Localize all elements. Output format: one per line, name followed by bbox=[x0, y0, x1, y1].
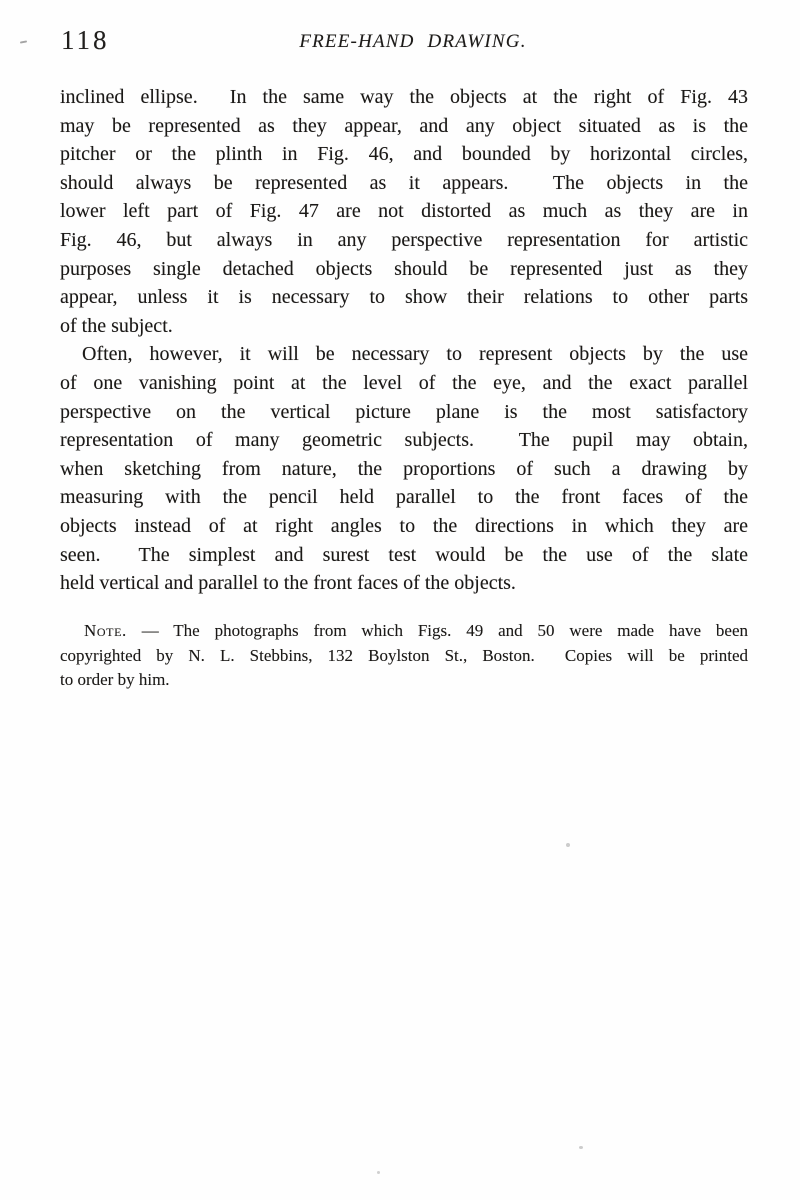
text-line: may be represented as they appear, and any object situated as is the bbox=[60, 114, 748, 137]
scan-speck bbox=[579, 1146, 583, 1149]
text-line: of one vanishing point at the level of the eye, and the exact parallel bbox=[60, 371, 748, 394]
text-line: pitcher or the plinth in Fig. 46, and bounded by horizontal circles, bbox=[60, 143, 748, 166]
note-label: Note. bbox=[84, 621, 127, 640]
paragraph-2 bbox=[60, 340, 748, 597]
paragraph-1 bbox=[60, 83, 748, 340]
body-text bbox=[60, 83, 748, 598]
text-line: of the subject. bbox=[60, 314, 173, 337]
text-line: inclined ellipse. In the same way the objects at the right of Fig. 43 bbox=[60, 86, 748, 108]
note-line bbox=[60, 619, 748, 644]
text-line: purposes single detached objects should be represented just as they bbox=[60, 257, 748, 280]
text-line: held vertical and parallel to the front faces of the objects. bbox=[60, 572, 516, 595]
text-line: appear, unless it is necessary to show their relations to other parts bbox=[60, 286, 748, 309]
text-line: objects instead of at right angles to the directions in which they are bbox=[60, 514, 748, 537]
text-line: seen. The simplest and surest test would be the use of the slate bbox=[60, 543, 748, 566]
text-line: representation of many geometric subjects. The pupil may obtain, bbox=[60, 429, 748, 452]
scan-speck bbox=[566, 843, 570, 847]
text-line: Fig. 46, but always in any perspective representation for artistic bbox=[60, 228, 748, 251]
text-line: lower left part of Fig. 47 are not distorted as much as they are in bbox=[60, 200, 748, 223]
footnote bbox=[60, 619, 748, 693]
note-line: to order by him. bbox=[60, 670, 170, 689]
text-line: should always be represented as it appears. The objects in the bbox=[60, 171, 748, 194]
running-header-title: FREE-HAND DRAWING. bbox=[299, 31, 527, 52]
text-line: Often, however, it will be necessary to represent objects by the use bbox=[82, 343, 748, 366]
scan-speck bbox=[377, 1171, 380, 1174]
text-line: measuring with the pencil held parallel to the front faces of the bbox=[60, 486, 748, 509]
note-text: — The photographs from which Figs. 49 and 50 were made have been bbox=[141, 621, 749, 640]
note-line: copyrighted by N. L. Stebbins, 132 Boylston St., Boston. Copies will be printed bbox=[60, 645, 748, 665]
text-line: when sketching from nature, the proportions of such a drawing by bbox=[60, 457, 748, 480]
text-line: perspective on the vertical picture plane is the most satisfactory bbox=[60, 400, 748, 423]
page-number: 118 bbox=[61, 25, 110, 55]
